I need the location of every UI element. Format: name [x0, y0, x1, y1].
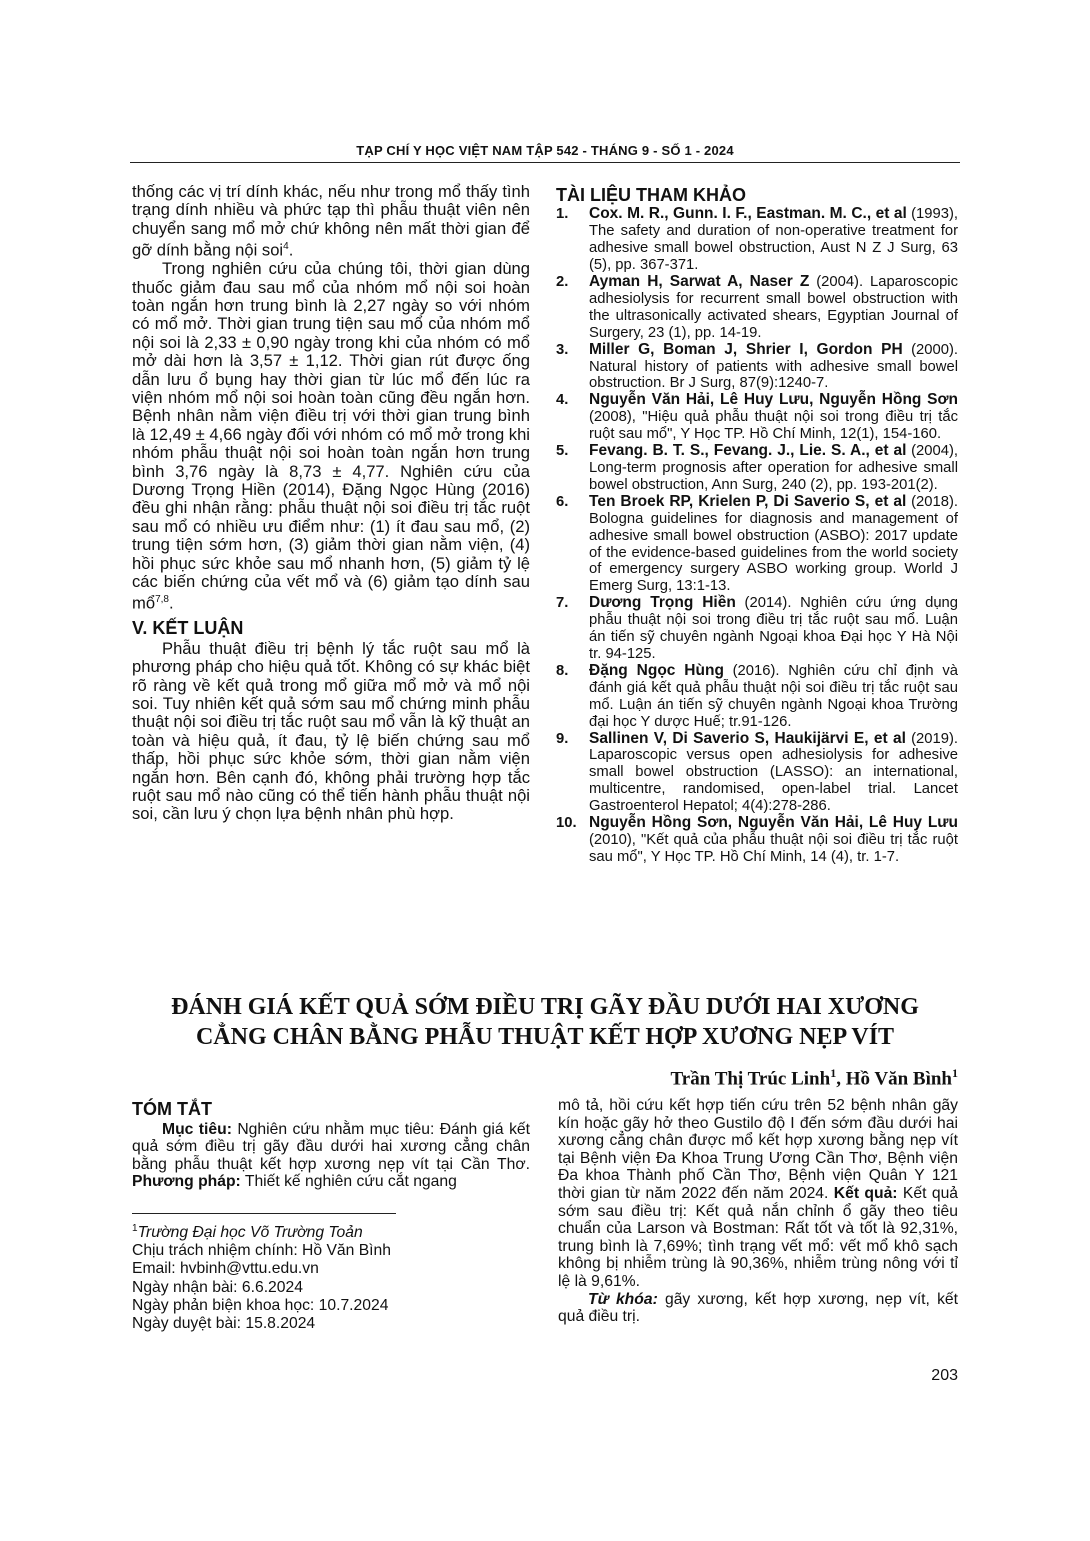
conclusion-paragraph: Phẫu thuật điều trị bệnh lý tắc ruột sau mổ là phương pháp cho hiệu quả tốt. Không có sự khác biệt rõ ràng về kết quả trong mổ giữa mổ mở và mổ nội soi. Tuy nhiên kết quả sớm sau mổ chứng minh phẫu thuật nội soi điều trị tắc ruột sau mổ vẫn là kỹ thuật an toàn và hiệu quả, ít đau, tỷ lệ biến chứng sau mổ thấp, hồi phục sức khỏe sớm, thời gian nằm viện ngắn hơn. Bên cạnh đó, không phải trường hợp tắc ruột sau mổ nào cũng có thể tiến hành phẫu thuật nội soi, cần lưu ý chọn lựa bệnh nhân phù hợp. — [132, 638, 530, 824]
reference-number: 6. — [556, 493, 569, 510]
author-name: Trần Thị Trúc Linh — [670, 1068, 831, 1090]
reference-text: Miller G, Boman J, Shrier I, Gordon PH (2000). Natural history of patients with adhesive small bowel obstruction. Br J Surg, 87(9):1240-7. — [589, 340, 958, 392]
date-accepted: Ngày duyệt bài: 15.8.2024 — [132, 1314, 316, 1332]
reference-item — [556, 443, 958, 494]
reference-authors: Dương Trọng Hiền — [589, 594, 736, 612]
discussion-paragraph-1: thống các vị trí dính khác, nếu như trong mổ thấy tình trạng dính nhiều và phức tạp thì phẫu thuật viên nên chuyển sang mổ mở chứ không nên mất thời gian để gỡ dính bằng nội soi$^4$. — [132, 182, 530, 260]
reference-item — [556, 815, 958, 866]
abstract-paragraph-start: Mục tiêu: Nghiên cứu nhằm mục tiêu: Đánh giá kết quả sớm điều trị gãy đầu dưới hai xương cẳng chân bằng phẫu thuật kết hợp xương nẹp vít tại Cần Thơ. Phương pháp: Thiết kế nghiên cứu cắt ngang — [132, 1120, 530, 1191]
reference-item — [556, 595, 958, 663]
article-authors: Trần Thị Trúc Linh$^1$, Hồ Văn Bình$^1$ — [670, 1066, 958, 1090]
reference-text: Nguyễn Hồng Sơn, Nguyễn Văn Hải, Lê Huy Lưu (2010), "Kết quả của phẫu thuật nội soi điều trị tắc ruột sau mổ", Y Học TP. Hồ Chí Minh, 14 (4), tr. 1-7. — [589, 814, 958, 865]
reference-item — [556, 663, 958, 731]
page-number: 203 — [931, 1367, 958, 1384]
reference-text: Cox. M. R., Gunn. I. F., Eastman. M. C., et al (1993), The safety and duration of non-operative treatment for adhesive small bowel obstruction, Aust N Z J Surg, 63 (5), pp. 367-371. — [589, 205, 958, 274]
reference-text: Đặng Ngọc Hùng (2016). Nghiên cứu chỉ định và đánh giá kết quả phẫu thuật nội soi điều trị tắc ruột sau mổ. Luận án tiến sỹ chuyên ngành Ngoại khoa Trường đại học Y dược Huế; tr.91-126. — [589, 661, 958, 730]
reference-number: 2. — [556, 274, 569, 291]
reference-item — [556, 274, 958, 342]
reference-item — [556, 731, 958, 816]
abstract-paragraph-continued: mô tả, hồi cứu kết hợp tiến cứu trên 52 bệnh nhân gãy kín hoặc gãy hở theo Gustilo độ I đến sớm đầu dưới hai xương cẳng chân được mổ kết hợp xương bằng nẹp vít tại Bệnh viện Đa Khoa Trung Ương Cần Thơ, Bệnh viện Đa khoa Thành phố Cần Thơ, Bệnh viện Quân Y 121 thời gian từ năm 2022 đến năm 2024. Kết quả: Kết quả sớm sau điều trị: Kết quả nắn chỉnh ổ gãy theo tiêu chuẩn của Larson và Bostman: Rất tốt và tốt là 92,31%, trung bình là 7,69%; tình trạng vết mổ: vết mổ khô sạch không bị nhiễm trùng là 90,36%, nhiễm trùng nông với tỉ lệ là 9,61%. — [558, 1097, 959, 1290]
reference-number: 5. — [556, 443, 569, 460]
responsible-author: Chịu trách nhiệm chính: Hồ Văn Bình — [132, 1242, 391, 1260]
article-title-line-2: CẲNG CHÂN BẰNG PHẪU THUẬT KẾT HỢP XƯƠNG NẸP VÍT — [195, 1024, 895, 1050]
discussion-paragraph-2: Trong nghiên cứu của chúng tôi, thời gian dùng thuốc giảm đau sau mổ của nhóm mổ nội soi hoàn toàn ngắn hơn trung bình là 2,27 ngày so với nhóm có mổ mở. Thời gian trung tiện sau mổ của nhóm mổ nội soi là 2,33 ± 0,90 ngày trong khi của nhóm có mổ mở dài hơn là 3,57 ± 1,12. Thời gian rút được ống dẫn lưu ổ bụng hay thời gian từ lúc mổ đến lúc ra viện nhóm mổ nội soi hoàn toàn cũng đều ngắn hơn. Bệnh nhân nằm viện điều trị với thời gian trung bình là 12,49 ± 4,66 ngày đối với nhóm có mổ mở trong khi nhóm phẫu thuật nội soi hoàn toàn ngắn hơn trung bình 3,76 ngày là 8,73 ± 4,77. Nghiên cứu của Dương Trọng Hiền (2014), Đặng Ngọc Hùng (2016) đều ghi nhận rằng: phẫu thuật nội soi điều trị tắc ruột sau mổ có nhiều ưu điểm như: (1) ít đau sau mổ, (2) trung tiện sớm hơn, (3) giảm thời gian nằm viện, (4) hồi phục sức khỏe sau mổ nhanh hơn, (5) giảm tỷ lệ các biến chứng của vết mổ và (6) giảm tạo dính sau mổ$^{7,8}$. — [132, 259, 530, 613]
reference-text: Ayman H, Sarwat A, Naser Z (2004). Laparoscopic adhesiolysis for recurrent small bowel obstruction with the ultrasonically activated shears, Egyptian Journal of Surgery, 23 (1), pp. 14-19. — [589, 273, 958, 341]
reference-item — [556, 392, 958, 443]
contact-email: Email: hvbinh@vttu.edu.vn — [132, 1260, 319, 1278]
reference-authors: Ten Broek RP, Krielen P, Di Saverio S, et al — [589, 492, 907, 510]
reference-item — [556, 206, 958, 274]
reference-authors: Ayman H, Sarwat A, Naser Z — [589, 273, 810, 291]
reference-authors: Miller G, Boman J, Shrier I, Gordon PH — [589, 340, 903, 358]
date-received: Ngày nhận bài: 6.6.2024 — [132, 1278, 303, 1296]
header-rule — [130, 162, 960, 163]
reference-authors: Nguyễn Hồng Sơn, Nguyễn Văn Hải, Lê Huy Lưu — [589, 814, 958, 832]
author-name: Hồ Văn Bình — [845, 1068, 952, 1090]
reference-text: Sallinen V, Di Saverio S, Haukijärvi E, et al (2019). Laparoscopic versus open adhesiolysis for adhesive small bowel obstruction (LASSO): an international, multicentre, randomised, open-label trial. Lancet Gastroenterol Hepatol; 4(4):278-286. — [589, 729, 958, 815]
reference-number: 10. — [556, 815, 577, 832]
reference-text: Fevang. B. T. S., Fevang. J., Lie. S. A., et al (2004), Long-term prognosis after operation for adhesive small bowel obstruction, Ann Surg, 240 (2), pp. 193-201(2). — [589, 442, 959, 493]
references-heading: TÀI LIỆU THAM KHẢO — [556, 185, 746, 205]
keywords: Từ khóa: gãy xương, kết hợp xương, nẹp vít, kết quả điều trị. — [558, 1290, 958, 1326]
references-column — [556, 186, 958, 866]
reference-text: Dương Trọng Hiền (2014). Nghiên cứu ứng dụng phẫu thuật nội soi trong điều trị tắc ruột sau mổ. Luận án tiến sỹ chuyên ngành Ngoại khoa Đại học Y Hà Nội tr. 94-125. — [589, 594, 959, 662]
reference-number: 7. — [556, 595, 569, 612]
reference-item — [556, 494, 958, 595]
conclusion-heading: V. KẾT LUẬN — [132, 618, 244, 639]
reference-authors: Sallinen V, Di Saverio S, Haukijärvi E, et al — [589, 729, 906, 747]
reference-text: Ten Broek RP, Krielen P, Di Saverio S, et al (2018). Bologna guidelines for diagnosis and management of adhesive small bowel obstruction (ASBO): 2017 update of the evidence-based guidelines from the world society of emergency surgery ASBO working group. World J Emerg Surg, 13:1-13. — [589, 492, 958, 595]
article-title — [130, 992, 960, 1052]
abstract-right — [558, 1097, 958, 1326]
reference-text: Nguyễn Văn Hải, Lê Huy Lưu, Nguyễn Hồng Sơn (2008), "Hiệu quả phẫu thuật nội soi trong điều trị tắc ruột sau mổ", Y Học TP. Hồ Chí Minh, 12(1), 154-160. — [589, 391, 958, 443]
reference-number: 8. — [556, 662, 569, 679]
article-title-line-1: ĐÁNH GIÁ KẾT QUẢ SỚM ĐIỀU TRỊ GÃY ĐẦU DƯỚI HAI XƯƠNG — [171, 994, 919, 1020]
abstract-heading: TÓM TẮT — [132, 1099, 212, 1119]
reference-item — [556, 342, 958, 393]
abstract-left — [132, 1101, 530, 1191]
reference-number: 1. — [556, 206, 569, 223]
reference-list — [556, 206, 958, 865]
reference-authors: Đặng Ngọc Hùng — [589, 661, 724, 679]
footnote — [132, 1220, 530, 1333]
affiliation: $^1$Trường Đại học Võ Trường Toản — [132, 1223, 363, 1242]
reference-number: 4. — [556, 392, 569, 409]
reference-authors: Nguyễn Văn Hải, Lê Huy Lưu, Nguyễn Hồng Sơn — [589, 391, 958, 409]
reference-number: 3. — [556, 341, 569, 358]
reference-authors: Cox. M. R., Gunn. I. F., Eastman. M. C., et al — [589, 205, 907, 223]
reference-authors: Fevang. B. T. S., Fevang. J., Lie. S. A., et al — [589, 442, 907, 460]
journal-header: TẠP CHÍ Y HỌC VIỆT NAM TẬP 542 - THÁNG 9 - SỐ 1 - 2024 — [356, 143, 734, 158]
reference-number: 9. — [556, 730, 569, 747]
left-column — [132, 183, 530, 824]
footnote-rule — [132, 1213, 396, 1214]
date-reviewed: Ngày phản biện khoa học: 10.7.2024 — [132, 1296, 389, 1314]
